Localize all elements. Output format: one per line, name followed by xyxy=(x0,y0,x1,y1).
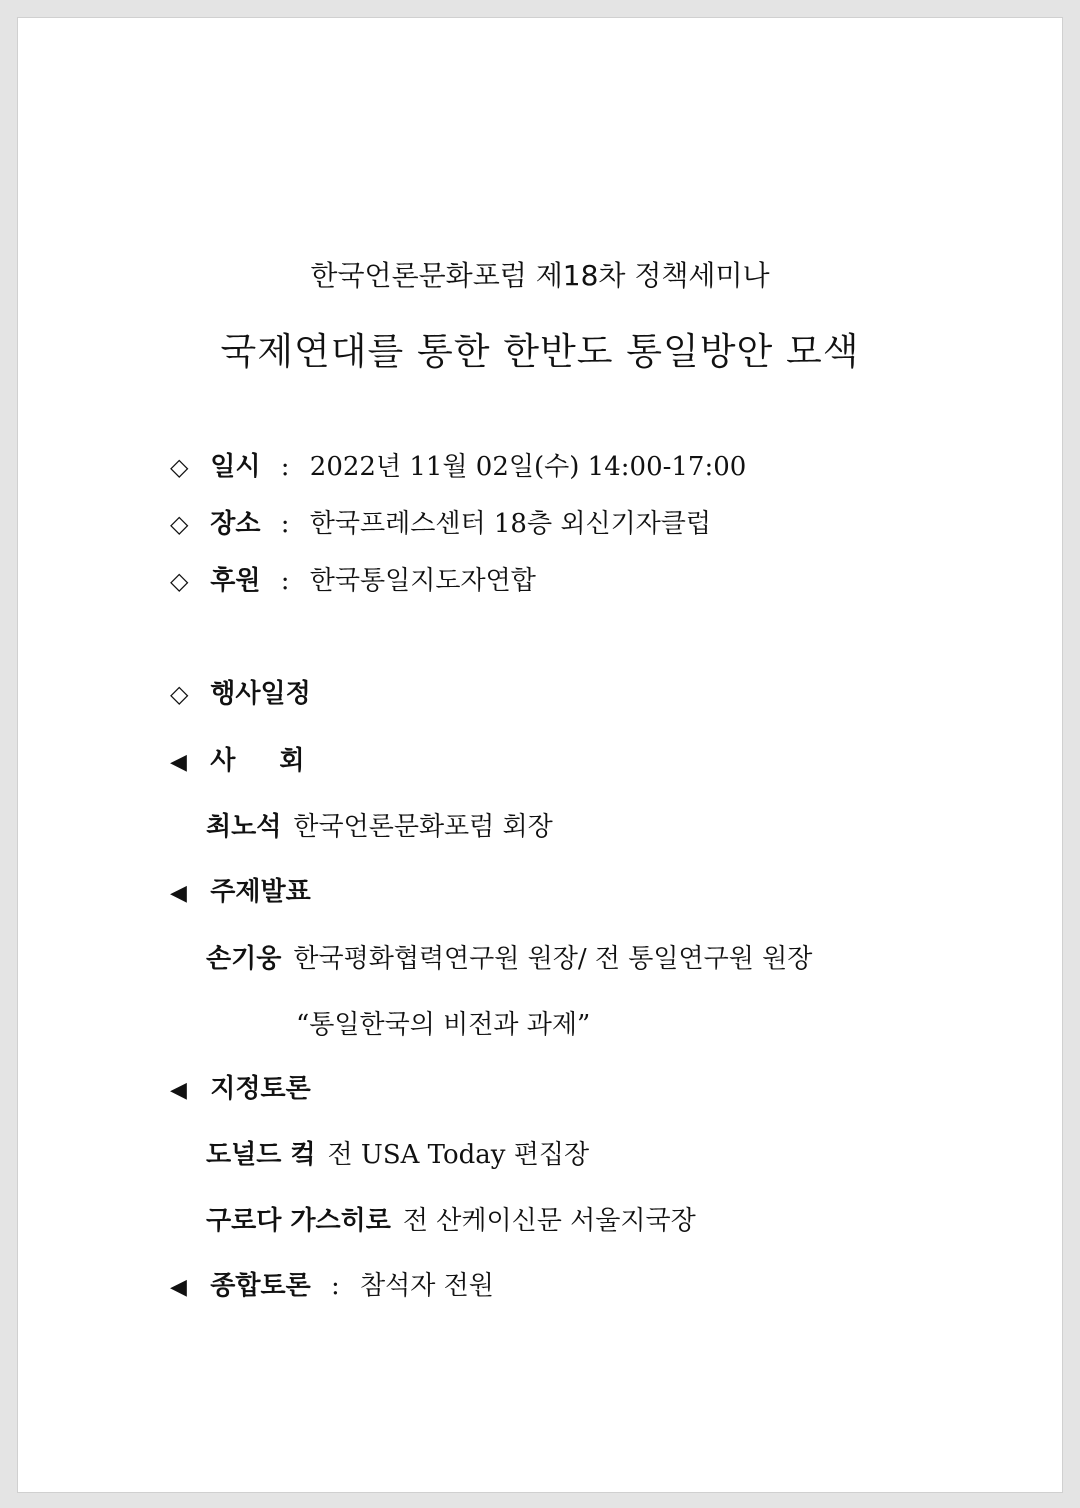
general-discussion-value: 참석자 전원 xyxy=(360,1271,494,1301)
separator: : xyxy=(280,509,290,539)
info-date-label: 일시 xyxy=(210,452,261,482)
triangle-left-icon: ◀ xyxy=(170,1275,187,1300)
info-date-row xyxy=(170,450,746,484)
separator: : xyxy=(280,452,290,482)
person-name: 손기웅 xyxy=(206,944,282,974)
keynote-entry xyxy=(206,942,812,976)
separator: : xyxy=(280,566,290,596)
info-sponsor-label: 후원 xyxy=(210,566,261,596)
triangle-left-icon: ◀ xyxy=(170,750,187,775)
diamond-icon: ◇ xyxy=(170,510,189,538)
document-page xyxy=(18,18,1062,1492)
section-moderator xyxy=(170,744,305,780)
person-role: 전 USA Today 편집장 xyxy=(327,1140,590,1170)
person-role: 한국언론문화포럼 회장 xyxy=(293,812,553,842)
section-panel xyxy=(170,1072,311,1108)
person-name: 도널드 컼 xyxy=(206,1140,316,1170)
triangle-left-icon: ◀ xyxy=(170,1078,187,1103)
section-keynote-title: 주제발표 xyxy=(210,877,311,907)
person-role: 한국평화협력연구원 원장/ 전 통일연구원 원장 xyxy=(293,944,813,974)
info-venue-row xyxy=(170,507,711,541)
section-moderator-title-1: 사 xyxy=(210,746,236,776)
seminar-subtitle: 한국언론문화포럼 제18차 정책세미나 xyxy=(310,259,770,292)
section-general-discussion xyxy=(170,1269,494,1305)
diamond-icon: ◇ xyxy=(170,680,189,708)
diamond-icon: ◇ xyxy=(170,453,189,481)
moderator-entry xyxy=(206,810,553,844)
info-date-value: 2022년 11월 02일(수) 14:00-17:00 xyxy=(309,452,747,482)
keynote-topic: “통일한국의 비전과 과제” xyxy=(296,1010,591,1040)
diamond-icon: ◇ xyxy=(170,567,189,595)
panel-entry xyxy=(206,1138,589,1172)
triangle-left-icon: ◀ xyxy=(170,881,187,906)
info-venue-label: 장소 xyxy=(210,509,261,539)
person-name: 구로다 가스히로 xyxy=(206,1206,391,1236)
section-keynote xyxy=(170,875,311,911)
panel-entry xyxy=(206,1204,696,1238)
info-sponsor-value: 한국통일지도자연합 xyxy=(309,566,536,596)
program-heading xyxy=(170,677,311,711)
info-sponsor-row xyxy=(170,564,536,598)
section-moderator-title-2: 회 xyxy=(279,746,305,776)
info-venue-value: 한국프레스센터 18층 외신기자클럽 xyxy=(309,509,712,539)
section-general-discussion-title: 종합토론 xyxy=(210,1271,311,1301)
person-name: 최노석 xyxy=(206,812,282,842)
separator: : xyxy=(331,1271,340,1301)
program-heading-label: 행사일정 xyxy=(210,679,311,709)
section-panel-title: 지정토론 xyxy=(210,1074,311,1104)
seminar-title: 국제연대를 통한 한반도 통일방안 모색 xyxy=(220,330,860,373)
person-role: 전 산케이신문 서울지국장 xyxy=(402,1206,696,1236)
